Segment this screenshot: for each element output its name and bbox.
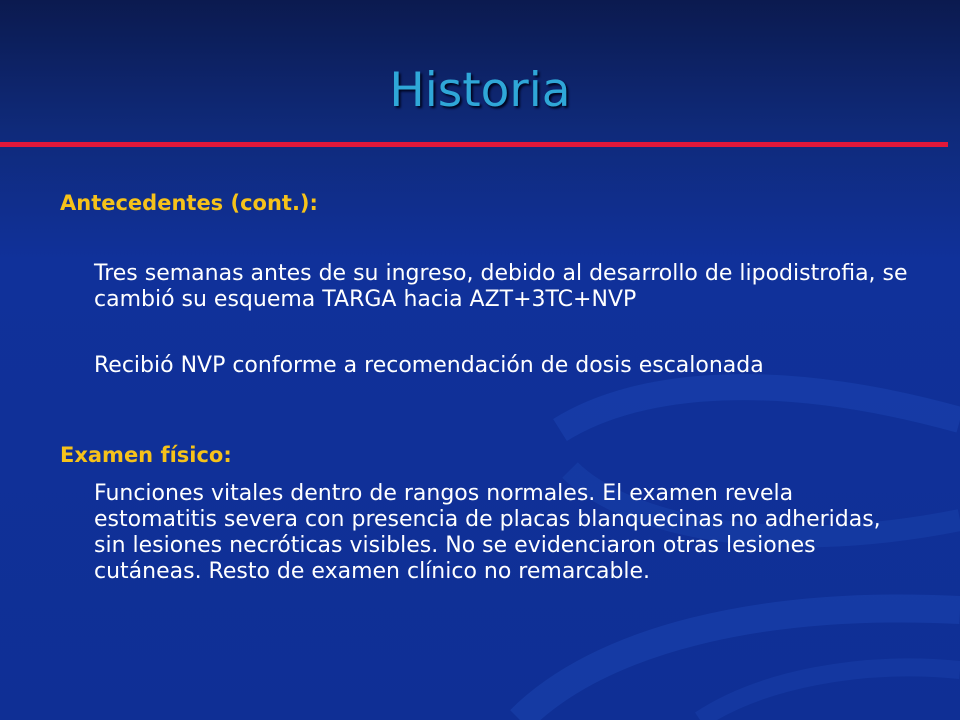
paragraph-exam-findings: Funciones vitales dentro de rangos normales. El examen revela estomatitis severa con presencia de placas blanquecinas no adheridas, sin lesiones necróticas visibles. No se evidenciaron otras lesiones cutáneas. Resto de examen clínico no remarcable. [94, 481, 881, 584]
slide-title: Historia [389, 63, 571, 118]
section-heading-antecedentes: Antecedentes (cont.): [60, 191, 318, 215]
paragraph-nvp-dosing: Recibió NVP conforme a recomendación de dosis escalonada [94, 353, 764, 378]
title-divider [0, 142, 948, 147]
paragraph-targa-change: Tres semanas antes de su ingreso, debido al desarrollo de lipodistrofia, se cambió su esquema TARGA hacia AZT+3TC+NVP [94, 261, 908, 312]
section-heading-examen: Examen físico: [60, 443, 232, 467]
